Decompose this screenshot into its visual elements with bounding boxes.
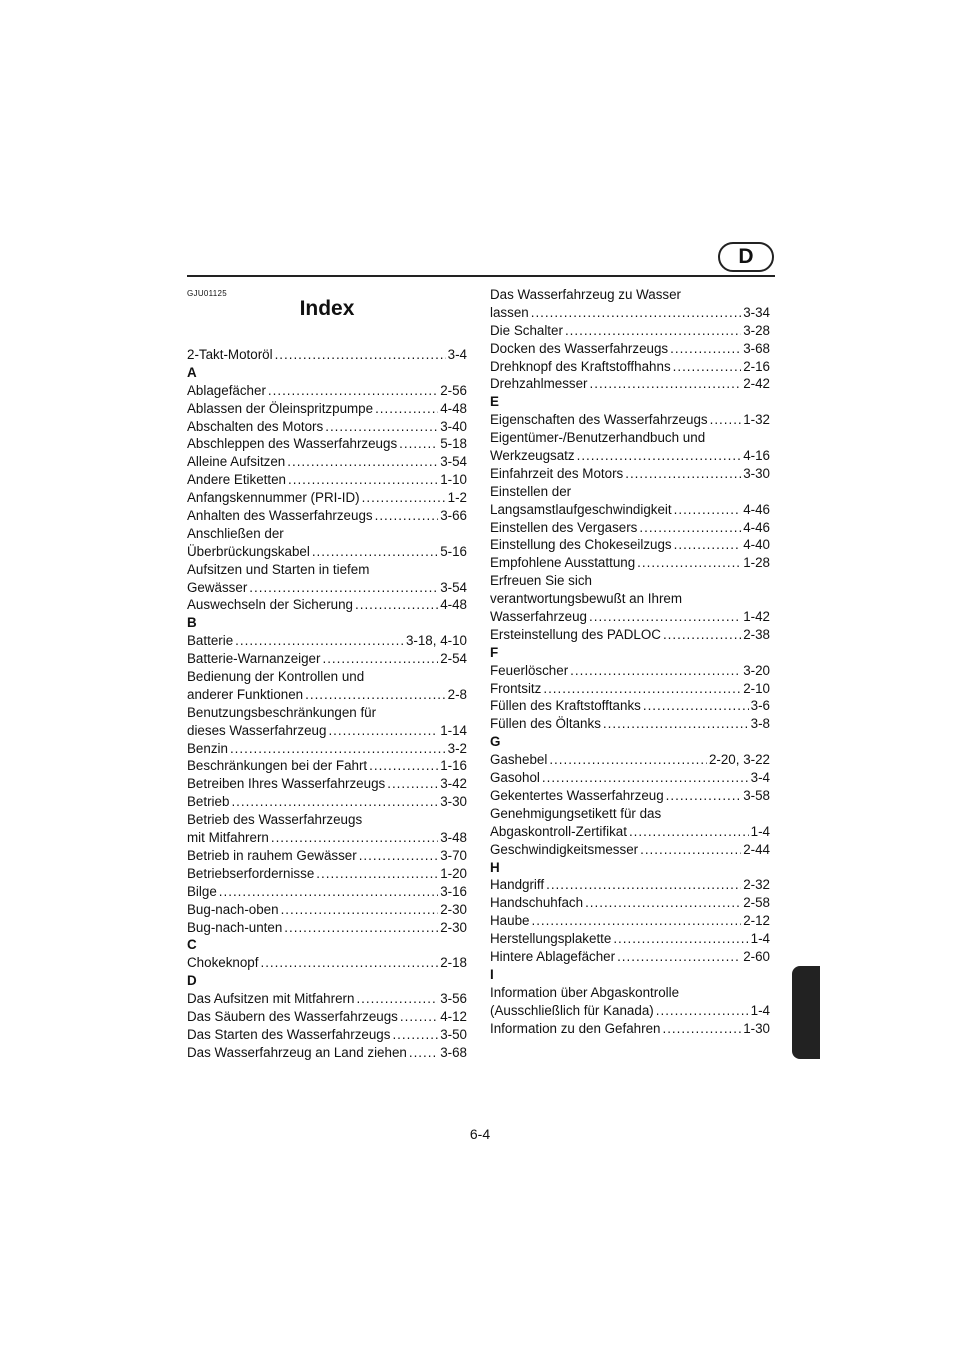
index-entry-page: 2-20, 3-22 — [708, 752, 770, 768]
index-entry — [187, 919, 467, 937]
index-entry-text: Herstellungsplakette — [490, 931, 612, 947]
index-entry-page: 3-6 — [750, 698, 770, 714]
index-entry — [187, 1008, 467, 1026]
index-entry-text: Einstellung des Chokeseilzugs — [490, 537, 672, 553]
index-entry-page: 2-54 — [440, 651, 467, 667]
index-entry-text: Drehzahlmesser — [490, 376, 588, 392]
dot-leader — [312, 543, 438, 561]
index-entry — [187, 650, 467, 668]
dot-leader — [670, 340, 741, 358]
index-entry-text: Docken des Wasserfahrzeugs — [490, 340, 669, 356]
dot-leader — [260, 954, 438, 972]
dot-leader — [322, 650, 438, 668]
index-entry — [490, 787, 770, 805]
index-entry-text: Haube — [490, 913, 530, 929]
index-entry-text: Das Säubern des Wasserfahrzeugs — [187, 1008, 398, 1024]
index-entry-text: 2-Takt-Motoröl — [187, 347, 273, 362]
index-entry-text: Abschalten des Motors — [187, 418, 324, 434]
dot-leader — [643, 697, 749, 715]
dot-leader — [392, 1026, 438, 1044]
dot-leader — [409, 1044, 438, 1062]
dot-leader — [359, 847, 438, 865]
index-entry — [187, 596, 467, 614]
page-title: Index — [299, 297, 355, 320]
index-entry-text: Betreiben Ihres Wasserfahrzeugs — [187, 776, 386, 792]
index-entry-page: 3-58 — [743, 787, 770, 803]
dot-leader — [640, 841, 741, 859]
index-entry-text: Abgaskontroll-Zertifikat — [490, 823, 627, 839]
dot-leader — [230, 740, 446, 758]
index-entry — [490, 948, 770, 966]
index-entry-page: 1-20 — [440, 865, 467, 881]
index-entry-page: 1-4 — [750, 823, 770, 839]
dot-leader — [219, 883, 438, 901]
index-entry — [187, 400, 467, 418]
index-entry-page: 3-4 — [750, 770, 770, 786]
index-entry-page: 5-18 — [440, 436, 467, 452]
index-entry-text: A — [187, 364, 197, 380]
index-entry — [490, 680, 770, 698]
index-entry-page: 3-4 — [447, 347, 467, 362]
index-entry — [490, 805, 770, 823]
index-entry — [187, 632, 467, 650]
dot-leader — [362, 489, 446, 507]
index-entry — [187, 847, 467, 865]
index-entry-page: 3-40 — [440, 418, 467, 434]
index-entry-text: Alleine Aufsitzen — [187, 454, 286, 470]
index-entry — [187, 1044, 467, 1062]
language-badge — [718, 242, 774, 272]
index-entry-page: 2-30 — [440, 901, 467, 917]
index-entry-page: 2-58 — [743, 895, 770, 911]
index-entry — [187, 346, 467, 364]
index-entry-text: Gekentertes Wasserfahrzeug — [490, 787, 664, 803]
index-entry-text: Das Starten des Wasserfahrzeugs — [187, 1026, 391, 1042]
index-entry — [490, 912, 770, 930]
dot-leader — [400, 1008, 438, 1026]
dot-leader — [271, 829, 438, 847]
index-entry — [490, 519, 770, 537]
index-entry-page: 1-10 — [440, 472, 467, 488]
index-entry-text: Das Wasserfahrzeug zu Wasser — [490, 287, 681, 302]
dot-leader — [375, 400, 438, 418]
index-entry-text: Überbrückungskabel — [187, 543, 310, 559]
dot-leader — [666, 787, 742, 805]
index-entry-page: 3-68 — [743, 340, 770, 356]
index-entry-text: Betrieb — [187, 794, 230, 810]
index-entry-text: Genehmigungsetikett für das — [490, 805, 662, 821]
index-entry — [187, 811, 467, 829]
dot-leader — [674, 501, 742, 519]
index-letter-heading — [490, 393, 770, 411]
index-entry-text: Benutzungsbeschränkungen für — [187, 704, 377, 720]
index-entry-text: Gasohol — [490, 770, 540, 786]
index-entry-text: anderer Funktionen — [187, 686, 304, 702]
dot-leader — [589, 608, 741, 626]
index-entry — [187, 793, 467, 811]
index-entry — [490, 375, 770, 393]
index-entry — [187, 775, 467, 793]
index-entry-page: 3-2 — [447, 740, 467, 756]
dot-leader — [235, 632, 404, 650]
index-letter-heading — [490, 859, 770, 877]
index-entry — [187, 757, 467, 775]
dot-leader — [399, 435, 438, 453]
dot-leader — [355, 596, 438, 614]
index-entry — [490, 304, 770, 322]
index-entry-page: 2-60 — [743, 948, 770, 964]
index-entry — [490, 286, 770, 304]
dot-leader — [375, 507, 439, 525]
index-entry-text: Einstellen des Vergasers — [490, 519, 638, 535]
index-entry-page: 3-28 — [743, 322, 770, 338]
index-entry — [490, 590, 770, 608]
chapter-side-tab — [792, 966, 820, 1059]
index-entry-text: C — [187, 937, 197, 953]
index-entry-page: 3-50 — [440, 1026, 467, 1042]
index-entry-text: Bilge — [187, 883, 217, 899]
index-letter-heading — [187, 972, 467, 990]
dot-leader — [531, 304, 741, 322]
dot-leader — [673, 358, 742, 376]
dot-leader — [565, 322, 741, 340]
index-entry-text: Geschwindigkeitsmesser — [490, 841, 639, 857]
index-entry-text: Wasserfahrzeug — [490, 609, 587, 625]
language-code: D — [738, 245, 754, 268]
index-entry — [187, 829, 467, 847]
index-entry-page: 1-4 — [750, 931, 770, 947]
index-entry-text: dieses Wasserfahrzeug — [187, 722, 327, 738]
index-entry-page: 1-16 — [440, 758, 467, 774]
index-entry — [490, 501, 770, 519]
header-rule — [187, 275, 775, 277]
index-entry-text: Werkzeugsatz — [490, 448, 575, 464]
index-entry-text: Füllen des Öltanks — [490, 716, 601, 732]
index-entry-text: Frontsitz — [490, 680, 542, 696]
dot-leader — [603, 715, 749, 733]
index-entry-page: 3-70 — [440, 847, 467, 863]
dot-leader — [710, 411, 742, 429]
dot-leader — [663, 626, 741, 644]
dot-leader — [281, 901, 439, 919]
dot-leader — [356, 990, 438, 1008]
page-number: 6-4 — [469, 1126, 491, 1142]
index-entry-text: Information zu den Gefahren — [490, 1020, 661, 1036]
index-entry — [187, 435, 467, 453]
index-entry-page: 3-68 — [440, 1044, 467, 1060]
index-entry — [490, 554, 770, 572]
index-entry — [490, 411, 770, 429]
index-entry-text: Die Schalter — [490, 322, 563, 338]
dot-leader — [542, 769, 749, 787]
index-entry — [187, 489, 467, 507]
index-entry — [187, 990, 467, 1008]
dot-leader — [617, 948, 741, 966]
index-entry-text: Das Wasserfahrzeug an Land ziehen — [187, 1044, 407, 1060]
dot-leader — [639, 519, 741, 537]
index-entry — [187, 453, 467, 471]
index-entry-text: Eigentümer-/Benutzerhandbuch und — [490, 430, 706, 446]
index-entry-text: F — [490, 644, 499, 660]
dot-leader — [613, 930, 748, 948]
index-entry — [187, 382, 467, 400]
index-entry — [187, 543, 467, 561]
index-entry-page: 2-10 — [743, 680, 770, 696]
index-entry-text: Ablassen der Öleinspritzpumpe — [187, 400, 374, 416]
index-entry-page: 3-34 — [743, 304, 770, 320]
index-entry-page: 2-18 — [440, 955, 467, 971]
index-entry-page: 3-30 — [440, 794, 467, 810]
index-entry-text: H — [490, 859, 500, 875]
index-entry-text: Anschließen der — [187, 525, 284, 541]
index-entry-text: Eigenschaften des Wasserfahrzeugs — [490, 412, 708, 428]
index-entry-text: I — [490, 966, 494, 982]
dot-leader — [231, 793, 438, 811]
index-entry-text: Betrieb in rauhem Gewässer — [187, 847, 357, 863]
index-entry-text: D — [187, 973, 197, 989]
index-entry — [187, 561, 467, 579]
index-entry — [490, 769, 770, 787]
index-entry — [187, 883, 467, 901]
index-entry-text: Batterie — [187, 633, 234, 649]
index-entry — [490, 429, 770, 447]
index-entry-page: 3-20 — [743, 662, 770, 678]
index-entry — [187, 507, 467, 525]
index-entry-page: 1-28 — [743, 555, 770, 571]
dot-leader — [543, 680, 741, 698]
index-entry — [490, 447, 770, 465]
dot-leader — [284, 919, 438, 937]
index-entry-text: Langsamstlaufgeschwindigkeit — [490, 501, 672, 517]
index-entry — [490, 876, 770, 894]
index-entry — [490, 715, 770, 733]
dot-leader — [369, 757, 438, 775]
index-entry — [187, 668, 467, 686]
index-entry-text: Beschränkungen bei der Fahrt — [187, 758, 368, 774]
index-entry-text: Handschuhfach — [490, 895, 584, 911]
index-entry-text: Chokeknopf — [187, 955, 259, 971]
index-entry — [490, 841, 770, 859]
index-entry-text: Auswechseln der Sicherung — [187, 597, 353, 613]
index-entry-page: 4-46 — [743, 519, 770, 535]
index-entry — [490, 697, 770, 715]
index-entry — [490, 751, 770, 769]
index-entry — [490, 662, 770, 680]
index-entry-page: 3-30 — [743, 465, 770, 481]
index-entry-page: 4-16 — [743, 448, 770, 464]
dot-leader — [577, 447, 742, 465]
index-entry — [490, 572, 770, 590]
index-entry-text: mit Mitfahrern — [187, 830, 269, 846]
dot-leader — [625, 465, 741, 483]
dot-leader — [656, 1002, 749, 1020]
index-entry-text: B — [187, 615, 197, 631]
dot-leader — [629, 823, 749, 841]
index-entry — [490, 894, 770, 912]
index-entry-page: 2-56 — [440, 382, 467, 398]
index-entry-text: Information über Abgaskontrolle — [490, 984, 680, 1000]
index-entry-page: 2-16 — [743, 358, 770, 374]
index-entry-page: 3-18, 4-10 — [405, 633, 467, 649]
index-entry — [187, 579, 467, 597]
index-entry-page: 2-38 — [743, 626, 770, 642]
index-column-left — [187, 346, 467, 1062]
index-entry-text: lassen — [490, 304, 529, 320]
dot-leader — [305, 686, 446, 704]
index-entry-page: 2-8 — [447, 686, 467, 702]
index-entry-page: 2-32 — [743, 877, 770, 893]
dot-leader — [549, 751, 707, 769]
index-entry-text: Betrieb des Wasserfahrzeugs — [187, 812, 363, 828]
index-entry-text: Drehknopf des Kraftstoffhahns — [490, 358, 671, 374]
index-entry-page: 4-48 — [440, 597, 467, 613]
index-entry — [490, 483, 770, 501]
dot-leader — [585, 894, 741, 912]
index-entry-page: 4-48 — [440, 400, 467, 416]
index-entry-page: 1-42 — [743, 609, 770, 625]
index-entry — [187, 722, 467, 740]
index-entry-text: Benzin — [187, 740, 228, 756]
index-column-right — [490, 286, 770, 1037]
index-entry-page: 3-54 — [440, 579, 467, 595]
index-entry-text: Abschleppen des Wasserfahrzeugs — [187, 436, 398, 452]
index-entry-text: Feuerlöscher — [490, 662, 569, 678]
index-entry-text: Aufsitzen und Starten in tiefem — [187, 561, 370, 577]
index-entry — [187, 954, 467, 972]
index-entry-text: G — [490, 734, 501, 750]
index-entry-text: E — [490, 394, 499, 410]
index-letter-heading — [187, 614, 467, 632]
index-entry-page: 4-40 — [743, 537, 770, 553]
index-entry — [490, 358, 770, 376]
index-entry-text: Bedienung der Kontrollen und — [187, 669, 365, 685]
dot-leader — [268, 382, 438, 400]
index-entry — [187, 686, 467, 704]
dot-leader — [590, 375, 742, 393]
index-entry-text: Andere Etiketten — [187, 472, 287, 488]
index-entry — [187, 525, 467, 543]
dot-leader — [316, 865, 438, 883]
index-entry-text: Empfohlene Ausstattung — [490, 555, 636, 571]
dot-leader — [546, 876, 741, 894]
index-entry — [187, 740, 467, 758]
index-entry-text: Hintere Ablagefächer — [490, 948, 616, 964]
index-entry — [490, 626, 770, 644]
index-entry-page: 2-44 — [743, 841, 770, 857]
dot-leader — [531, 912, 741, 930]
index-entry — [187, 901, 467, 919]
index-entry-page: 2-12 — [743, 913, 770, 929]
index-entry — [187, 704, 467, 722]
index-entry-page: 3-42 — [440, 776, 467, 792]
dot-leader — [287, 453, 438, 471]
index-entry-text: Erfreuen Sie sich — [490, 573, 592, 589]
document-code: GJU01125 — [187, 289, 228, 298]
index-entry-page: 2-42 — [743, 376, 770, 392]
index-entry — [490, 608, 770, 626]
index-entry — [187, 1026, 467, 1044]
index-entry-text: Betriebserfordernisse — [187, 865, 315, 881]
index-entry-text: Bug-nach-oben — [187, 901, 279, 917]
index-entry — [490, 1020, 770, 1038]
index-letter-heading — [490, 733, 770, 751]
index-entry-page: 1-2 — [447, 490, 467, 506]
index-entry — [490, 823, 770, 841]
index-entry-text: Einfahrzeit des Motors — [490, 465, 624, 481]
index-entry-page: 2-30 — [440, 919, 467, 935]
dot-leader — [387, 775, 438, 793]
dot-leader — [275, 346, 446, 364]
index-entry — [490, 465, 770, 483]
index-entry-text: Bug-nach-unten — [187, 919, 283, 935]
index-entry — [187, 471, 467, 489]
index-entry-page: 1-30 — [743, 1020, 770, 1036]
index-entry-text: Ablagefächer — [187, 382, 266, 398]
index-entry-page: 1-4 — [750, 1002, 770, 1018]
index-entry-page: 3-66 — [440, 508, 467, 524]
index-entry — [490, 536, 770, 554]
index-entry-page: 3-16 — [440, 883, 467, 899]
index-entry-text: Füllen des Kraftstofftanks — [490, 698, 641, 714]
index-entry-text: Batterie-Warnanzeiger — [187, 651, 321, 667]
dot-leader — [674, 536, 742, 554]
index-entry-page: 3-54 — [440, 454, 467, 470]
index-entry-page: 3-56 — [440, 991, 467, 1007]
index-entry-page: 3-48 — [440, 830, 467, 846]
index-entry-text: Ersteinstellung des PADLOC — [490, 626, 661, 642]
index-entry — [490, 1002, 770, 1020]
index-entry-text: Handgriff — [490, 877, 545, 893]
index-entry-page: 1-14 — [440, 722, 467, 738]
dot-leader — [288, 471, 438, 489]
dot-leader — [662, 1020, 741, 1038]
index-letter-heading — [490, 644, 770, 662]
index-entry-text: Das Aufsitzen mit Mitfahrern — [187, 991, 355, 1007]
index-entry-text: (Ausschließlich für Kanada) — [490, 1002, 654, 1018]
index-letter-heading — [187, 364, 467, 382]
index-entry — [187, 865, 467, 883]
dot-leader — [249, 579, 438, 597]
index-entry — [490, 984, 770, 1002]
index-entry-text: verantwortungsbewußt an Ihrem — [490, 591, 683, 607]
index-letter-heading — [490, 966, 770, 984]
index-entry-text: Anfangskennummer (PRI-ID) — [187, 490, 360, 506]
index-entry-page: 4-46 — [743, 501, 770, 517]
dot-leader — [328, 722, 438, 740]
index-entry-page: 5-16 — [440, 543, 467, 559]
index-entry-text: Gewässer — [187, 579, 248, 595]
index-entry-text: Gashebel — [490, 752, 548, 768]
index-letter-heading — [187, 936, 467, 954]
index-entry-page: 1-32 — [743, 412, 770, 428]
index-entry-text: Einstellen der — [490, 483, 572, 499]
index-entry-page: 3-8 — [750, 716, 770, 732]
dot-leader — [570, 662, 741, 680]
index-entry — [490, 322, 770, 340]
index-entry-text: Anhalten des Wasserfahrzeugs — [187, 508, 373, 524]
index-entry — [490, 340, 770, 358]
dot-leader — [637, 554, 741, 572]
dot-leader — [325, 418, 438, 436]
index-entry — [187, 418, 467, 436]
index-entry-page: 4-12 — [440, 1008, 467, 1024]
index-entry — [490, 930, 770, 948]
